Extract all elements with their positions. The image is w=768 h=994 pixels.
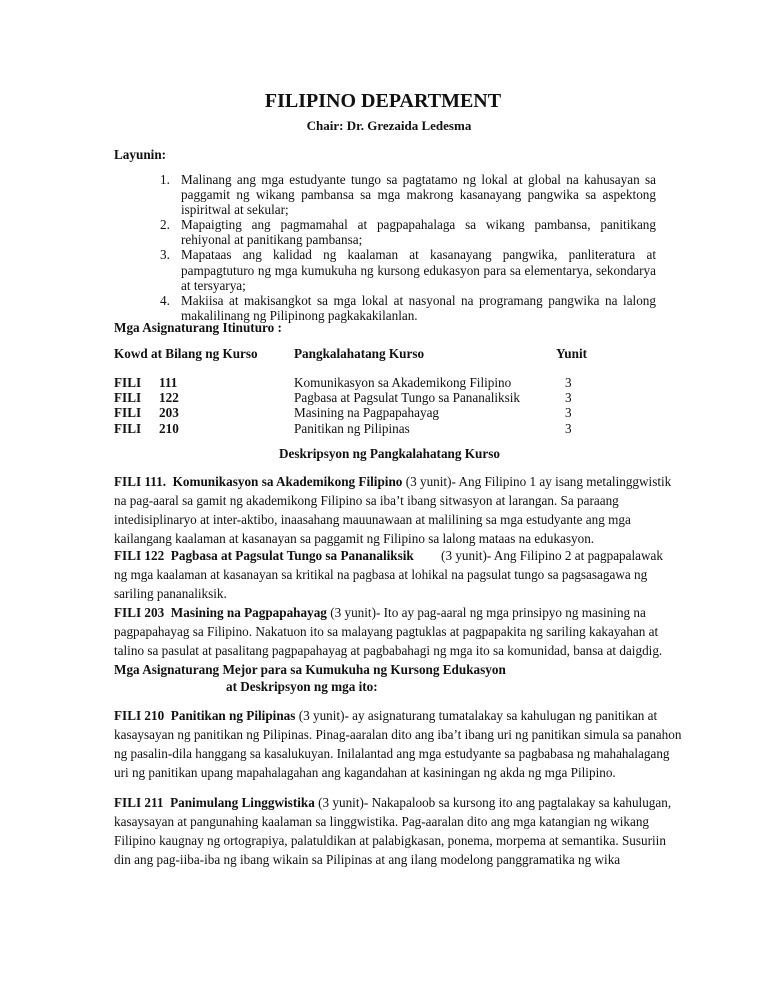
table-cell: Panitikan ng Pilipinas bbox=[294, 420, 410, 436]
table-cell: FILI bbox=[114, 375, 142, 390]
course-code: FILI 210 bbox=[114, 708, 165, 723]
column-header-course: Pangkalahatang Kurso bbox=[294, 346, 425, 361]
course-description-fili111: FILI 111. Komunikasyon sa Akademikong Filipino (3 yunit)- Ang Filipino 1 ay isang metalinggwistik na pag-aaral sa gamit ng akademikong Filipino sa iba’t ibang sitwasyon at larangan. Sa paraang intedisiplinaryo at inter-aktibo, inaasahang mauunawaan at malilining sa mga estudyante ang mga kailangang kaalaman at kasanayan sa paggamit ng Filipino sa lalong mataas na edukasyon. bbox=[114, 474, 672, 546]
table-cell: FILI bbox=[114, 390, 142, 406]
layunin-heading: Layunin: bbox=[114, 147, 167, 162]
course-description-fili210: FILI 210 Panitikan ng Pilipinas (3 yunit)- ay asignaturang tumatalakay sa kahulugan ng panitikan at kasaysayan ng panitikan ng Pilipinas. Pinag-aaralan dito ang iba’t ibang uri ng panitikan simula sa panahon ng pasalin-dila hanggang sa kasalukuyan. Inilalantad ang mga estudyante sa pagbabasa ng mahahalagang uri ng panitikan upang mapahalagahan ang kagandahan at kasiningan ng akda ng mga Pilipino. bbox=[114, 708, 682, 780]
table-cell: 3 bbox=[565, 375, 572, 390]
table-column-units bbox=[565, 375, 572, 436]
table-cell: FILI bbox=[114, 420, 142, 436]
table-cell: Masining na Pagpapahayag bbox=[294, 405, 440, 421]
course-description-fili203: FILI 203 Masining na Pagpapahayag (3 yunit)- Ito ay pag-aaral ng mga prinsipyo ng masining na pagpapahayag sa Filipino. Nakatuon ito sa malayang pagtuklas at pagpapakita ng sariling kakayahan at talino sa pasulat at pasalitang pagpapahayag at pagbabahagi ng mga ito sa komunidad, bansa at daigdig. bbox=[114, 605, 663, 658]
list-item: 1. Malinang ang mga estudyante tungo sa pagtatamo ng lokal at global na kahusayan sa paggamit ng wikang pambansa sa mga makrong kasanayang pangwika sa aspektong ispiritwal at sekular; bbox=[160, 172, 656, 218]
table-cell: 111 bbox=[159, 375, 178, 390]
column-header-units: Yunit bbox=[556, 346, 588, 361]
course-title: Panitikan ng Pilipinas bbox=[170, 708, 296, 723]
table-cell: 122 bbox=[159, 390, 179, 406]
course-code: FILI 203 bbox=[114, 605, 165, 620]
table-cell: 3 bbox=[565, 390, 572, 406]
subjects-heading: Mga Asignaturang Itinuturo : bbox=[114, 320, 282, 335]
table-column-code bbox=[114, 375, 141, 436]
list-item: 2. Mapaigting ang pagmamahal at pagpapahalaga sa wikang pambansa, panitikang rehiyonal at panitikang pambansa; bbox=[160, 217, 656, 248]
table-cell: Komunikasyon sa Akademikong Filipino bbox=[294, 375, 512, 390]
table-cell: FILI bbox=[114, 405, 142, 421]
major-subjects-heading: Mga Asignaturang Mejor para sa Kumukuha ng Kursong Edukasyon bbox=[114, 662, 506, 677]
table-cell: Pagbasa at Pagsulat Tungo sa Pananaliksik bbox=[294, 390, 521, 406]
table-cell: 203 bbox=[159, 405, 179, 421]
course-description-fili122: FILI 122 Pagbasa at Pagsulat Tungo sa Pananaliksik (3 yunit)- Ang Filipino 2 at pagpapalawak ng mga kaalaman at kasanayan sa kritikal na pagbasa at lohikal na pagsulat tungo sa pagsasagawa ng sariling pananaliksik. bbox=[114, 548, 663, 601]
department-chair: Chair: Dr. Grezaida Ledesma bbox=[306, 118, 472, 133]
column-header-code: Kowd at Bilang ng Kurso bbox=[114, 346, 258, 361]
course-code: FILI 211 bbox=[114, 795, 164, 810]
table-cell: 210 bbox=[159, 420, 179, 436]
table-column-number bbox=[159, 375, 179, 436]
course-code: FILI 111. bbox=[114, 474, 167, 489]
table-column-course bbox=[294, 375, 520, 436]
list-item: 3. Mapataas ang kalidad ng kaalaman at kasanayang pangwika, panliteratura at pampagtuturo ng mga kumukuha ng kursong edukasyon para sa elementarya, sekondarya at tersyarya; bbox=[160, 247, 656, 293]
course-title: Pagbasa at Pagsulat Tungo sa Pananaliksik bbox=[170, 548, 414, 563]
course-description-fili211: FILI 211 Panimulang Linggwistika (3 yunit)- Nakapaloob sa kursong ito ang pagtalakay sa kahulugan, kasaysayan at pangunahing kaalaman sa linggwistika. Pag-aaralan dito ang mga katangian ng wikang Filipino kaugnay ng ortograpiya, palatuldikan at palabigkasan, ponema, morpema at semantika. Susuriin din ang pag-iiba-iba ng ibang wikain sa Pilipinas at ang ilang modelong panggramatika ng wika bbox=[114, 795, 672, 867]
course-title: Masining na Pagpapahayag bbox=[170, 605, 327, 620]
major-subjects-subheading: at Deskripsyon ng mga ito: bbox=[226, 679, 378, 694]
course-code: FILI 122 bbox=[114, 548, 165, 563]
page-title: FILIPINO DEPARTMENT bbox=[264, 90, 502, 112]
objectives-list bbox=[150, 172, 656, 323]
table-cell: 3 bbox=[565, 420, 572, 436]
course-title: Panimulang Linggwistika bbox=[170, 795, 315, 810]
description-heading: Deskripsyon ng Pangkalahatang Kurso bbox=[279, 446, 500, 461]
table-cell: 3 bbox=[565, 405, 572, 421]
course-title: Komunikasyon sa Akademikong Filipino bbox=[172, 474, 403, 489]
list-item: 4. Makiisa at makisangkot sa mga lokal at nasyonal na programang pangwika na lalong makalilinang ng Pilipinong pagkakakilanlan. bbox=[160, 292, 656, 323]
